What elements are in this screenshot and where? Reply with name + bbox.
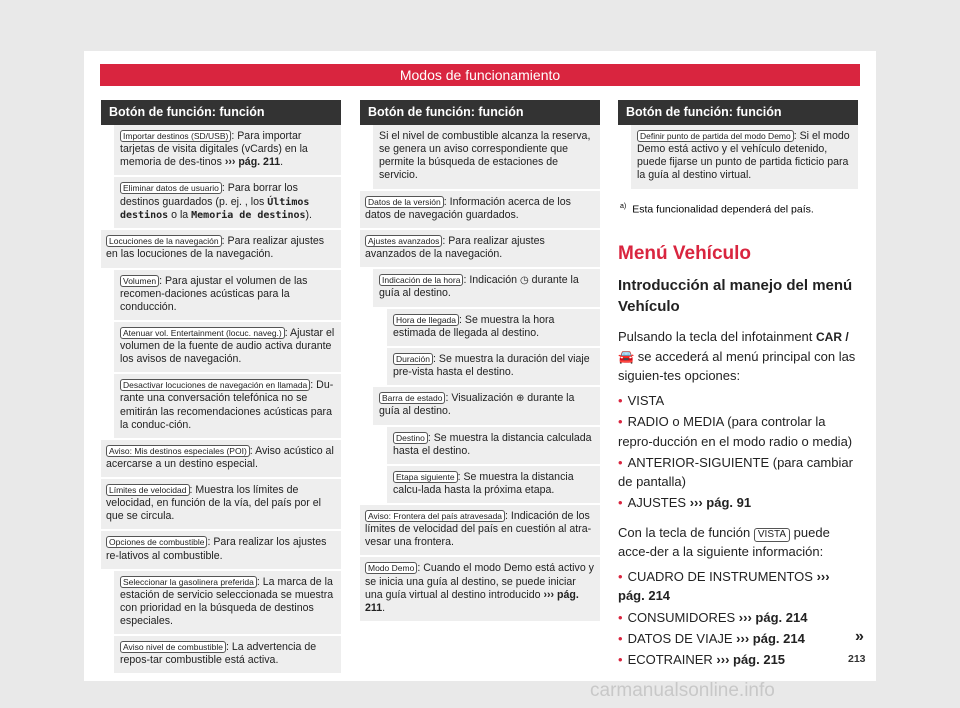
function-key: Desactivar locuciones de navegación en llamada: [120, 379, 310, 391]
table-row: [101, 440, 341, 479]
bullet-icon: •: [618, 630, 623, 646]
list-item-text: ANTERIOR-SIGUIENTE (para cambiar de pantalla): [618, 454, 853, 490]
function-key: Etapa siguiente: [393, 471, 458, 483]
function-key: Destino: [393, 432, 428, 444]
row-text: : Muestra los límites de velocidad, en función de la vía, del país por el que se circula.: [106, 484, 321, 523]
bullet-icon: •: [618, 454, 623, 470]
section-title: Menú Vehículo: [618, 243, 752, 264]
row-text-end: .: [280, 156, 284, 169]
row-text-end: durante la guía al destino.: [379, 392, 575, 418]
row-text: Si el nivel de combustible alcanza la reserva, se genera un aviso correspondiente que permite la búsqueda de estaciones de servicio.: [379, 130, 591, 182]
row-text: : Se muestra la distancia calcu-lada hasta la próxima etapa.: [393, 470, 574, 496]
table-row: [360, 505, 600, 557]
function-key: Definir punto de partida del modo Demo: [637, 130, 794, 142]
clock-icon: ◷: [520, 275, 529, 286]
list-item-text: VISTA: [627, 393, 665, 409]
table-row: [360, 348, 600, 387]
crosshair-icon: ⊕: [515, 393, 525, 405]
car-icon: 🚘: [618, 348, 635, 364]
table-column-2: [360, 100, 600, 623]
page-ref[interactable]: ››› pág. 211: [224, 156, 281, 169]
row-text: : Du-rante una conversación telefónica no se emitirán las recomendaciones acústicas para la conduc-ción.: [120, 379, 334, 431]
table-row: [101, 571, 341, 637]
table-header: Botón de función: función: [360, 100, 600, 125]
table-row: [101, 636, 341, 675]
function-key: Datos de la versión: [365, 196, 444, 208]
page-ref[interactable]: ››› pág. 214: [736, 630, 805, 646]
page-number: 213: [848, 653, 866, 665]
table-row: [360, 269, 600, 309]
page-ref[interactable]: ››› pág. 215: [716, 652, 786, 668]
row-text-end: ).: [305, 208, 313, 221]
function-key: Límites de velocidad: [106, 484, 190, 496]
menu-term: Últimos destinos: [120, 196, 310, 221]
row-text: : Ajustar el volumen de la fuente de audio activa durante los avisos de navegación.: [120, 326, 335, 366]
row-text: : Para realizar ajustes avanzados de la navegación.: [365, 234, 545, 260]
bullet-icon: •: [618, 609, 623, 625]
function-key: Indicación de la hora: [379, 274, 463, 286]
footnote-mark: a): [620, 202, 627, 210]
row-text-end: .: [382, 601, 386, 614]
list-item-text: CONSUMIDORES: [627, 609, 739, 625]
list-item-text: ECOTRAINER: [627, 652, 717, 668]
list-item: [618, 629, 858, 648]
function-key: Ajustes avanzados: [365, 235, 442, 247]
function-key: Duración: [393, 353, 433, 365]
row-text: : Para realizar los ajustes re-lativos al combustible.: [106, 536, 327, 562]
paragraph-text: Pulsando la tecla del infotainment: [618, 329, 817, 344]
list-item: [618, 391, 858, 410]
row-text-mid: o la: [168, 208, 192, 221]
row-text: : Para importar tarjetas de visita digitales (vCards) en la memoria de des-tinos: [120, 130, 308, 169]
function-key: Modo Demo: [365, 562, 417, 574]
paragraph-text: se accederá al menú principal con las siguien-tes opciones:: [618, 348, 856, 383]
row-text: : Para ajustar el volumen de las recomen-daciones acústicas para la conducción.: [120, 274, 308, 313]
watermark: carmanualsonline.info: [590, 680, 775, 701]
table-row: [101, 322, 341, 374]
page-ref[interactable]: ››› pág. 91: [689, 495, 752, 511]
row-text: : Cuando el modo Demo está activo y se inicia una guía al destino, se puede iniciar una guía virtual al destino introducido: [365, 562, 594, 601]
function-key: Eliminar datos de usuario: [120, 182, 222, 194]
table-row: [360, 191, 600, 230]
section-header: Modos de funcionamiento: [100, 64, 860, 86]
function-key: Aviso: Frontera del país atravesada: [365, 510, 505, 522]
column-3: [618, 100, 858, 669]
bullet-icon: •: [618, 393, 623, 409]
list-item: [618, 608, 858, 627]
bullet-icon: •: [618, 569, 623, 585]
list-item: [618, 650, 858, 669]
function-key: Seleccionar la gasolinera preferida: [120, 576, 257, 588]
list-item: [618, 412, 858, 450]
function-key: Locuciones de la navegación: [106, 235, 222, 247]
car-key-separator: /: [842, 330, 849, 344]
function-key: Volumen: [120, 275, 159, 287]
function-key: Atenuar vol. Entertainment (locuc. naveg.): [120, 327, 285, 339]
list-item-text: RADIO o MEDIA (para controlar la repro-ducción en el modo radio o media): [618, 414, 853, 449]
row-text: : Visualización: [445, 392, 516, 405]
function-key: Aviso nivel de combustible: [120, 641, 226, 653]
row-text: : Indicación: [463, 274, 520, 286]
table-row: [101, 125, 341, 177]
row-text-end: durante la guía al destino.: [379, 274, 579, 300]
function-key: Aviso: Mis destinos especiales (POI): [106, 445, 250, 457]
row-text: : Información acerca de los datos de navegación guardados.: [365, 195, 571, 221]
bullet-icon: •: [618, 414, 623, 430]
table-row: [101, 374, 341, 440]
row-text: : Para borrar los destinos guardados (p. ej. , los: [120, 182, 298, 208]
table-row: [360, 427, 600, 466]
subsection-title: Introducción al manejo del menú Vehículo: [618, 277, 853, 315]
bullet-icon: •: [618, 495, 623, 511]
page-ref[interactable]: ››› pág. 211: [365, 588, 579, 614]
table-row: [360, 466, 600, 505]
bullet-icon: •: [618, 652, 623, 668]
paragraph: [618, 523, 858, 561]
row-text: : La marca de la estación de servicio seleccionada se muestra con prioridad en la búsqueda de destinos especiales.: [120, 575, 334, 628]
row-text: : Indicación de los límites de velocidad del país en cuestión al atra-vesar una frontera.: [365, 510, 592, 549]
table-header: Botón de función: función: [101, 100, 341, 125]
page-ref[interactable]: ››› pág. 214: [618, 569, 830, 604]
table-row: [360, 557, 600, 623]
vista-key: VISTA: [754, 528, 790, 542]
table-header: Botón de función: función: [618, 100, 858, 125]
footnote-text: Esta funcionalidad dependerá del país.: [632, 203, 814, 215]
list-item-text: AJUSTES: [627, 495, 690, 511]
list-item: [618, 493, 858, 512]
list-item-text: DATOS DE VIAJE: [627, 630, 737, 646]
table-row: [101, 531, 341, 570]
table-row: [360, 309, 600, 348]
table-row: [101, 479, 341, 531]
table-row: [360, 387, 600, 427]
row-text: : Se muestra la duración del viaje pre-vista hasta el destino.: [393, 352, 590, 378]
table-row: [101, 230, 341, 269]
row-text: : Se muestra la hora estimada de llegada al destino.: [393, 313, 555, 339]
table-row: [360, 230, 600, 269]
row-text: : Se muestra la distancia calculada hasta el destino.: [393, 431, 592, 457]
function-key: Barra de estado: [379, 392, 445, 404]
list-item-text: CUADRO DE INSTRUMENTOS: [627, 569, 817, 585]
paragraph: [618, 327, 858, 385]
continue-icon: »: [855, 628, 864, 645]
table-column-1: [101, 100, 341, 675]
function-key: Opciones de combustible: [106, 536, 207, 548]
function-key: Hora de llegada: [393, 314, 459, 326]
row-text: : La advertencia de repos-tar combustible está activa.: [120, 641, 317, 667]
footnote: [618, 203, 858, 216]
menu-term: Memoria de destinos: [191, 209, 306, 221]
table-row: [101, 270, 341, 322]
row-text: : Si el modo Demo está activo y el vehículo detenido, puede fijarse un punto de partida ficticio para la guía al destino virtual.: [637, 130, 850, 182]
list-item: [618, 567, 858, 605]
row-text: : Aviso acústico al acercarse a un destino especial.: [106, 444, 334, 470]
car-key: CAR: [816, 330, 843, 344]
table-row: [360, 125, 600, 191]
table-row: [101, 177, 341, 230]
row-text: : Para realizar ajustes en las locuciones de la navegación.: [106, 235, 325, 261]
paragraph-text: puede acce-der a la siguiente información:: [618, 524, 830, 559]
page-ref[interactable]: ››› pág. 214: [738, 609, 808, 625]
function-key: Importar destinos (SD/USB): [120, 130, 231, 142]
list-item: [618, 453, 858, 491]
table-row: [618, 125, 858, 191]
paragraph-text: Con la tecla de función: [618, 524, 754, 540]
